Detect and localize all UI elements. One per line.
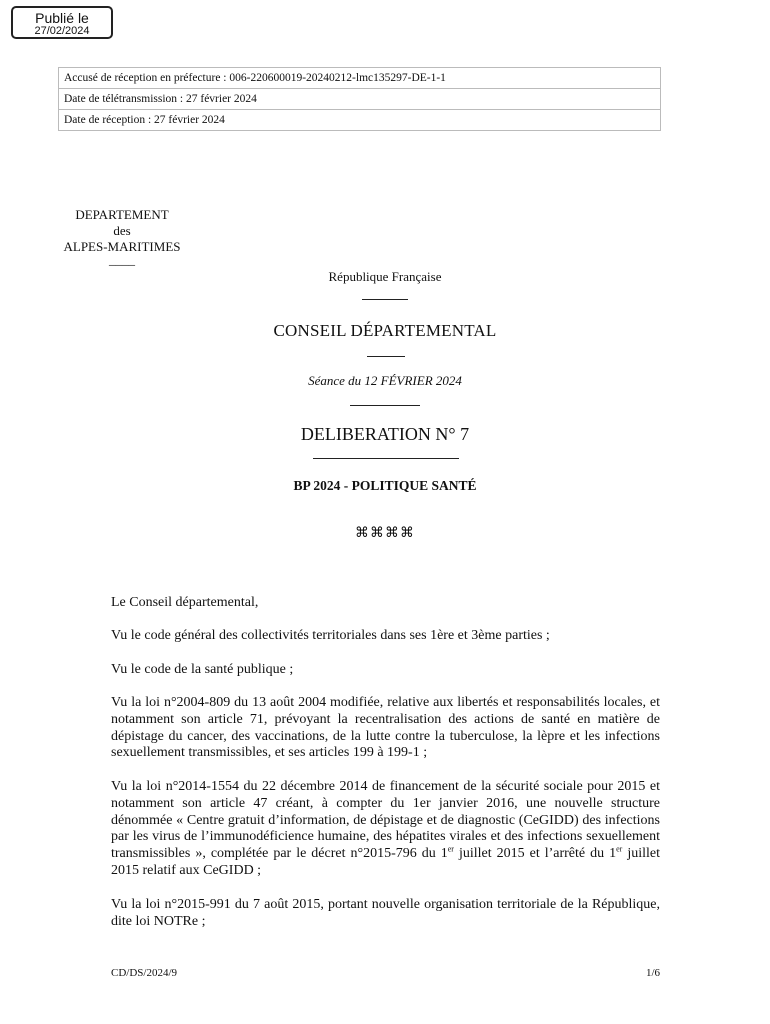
- receipt-reception-date: Date de réception : 27 février 2024: [59, 110, 661, 131]
- paragraph-text: Vu la loi n°2014-1554 du 22 décembre 2014 de financement de la sécurité sociale pour 2015 et notamment son article 47 créant, à compter du 1er janvier 2016, une nouvelle structure dénommée « Centre gratuit d’information, de dépistage et de diagnostic (CeGIDD) des infections par les virus de l’immunodéficience humaine, des hépatites virales et des infections sexuellement transmissibles », complétée par le décret n°2015-796 du 1: [111, 779, 660, 862]
- document-reference: CD/DS/2024/9: [111, 967, 178, 979]
- receipt-transmission-date: Date de télétransmission : 27 février 2024: [59, 89, 661, 110]
- republique-heading: République Française: [328, 269, 442, 284]
- superscript: er: [616, 844, 623, 854]
- session-date: Séance du 12 FÉVRIER 2024: [308, 373, 462, 388]
- paragraph-text: juillet 2015 et l’arrêté du 1: [453, 846, 617, 862]
- table-row: [59, 89, 661, 110]
- paragraph-text: juillet 2015 relatif aux CeGIDD ;: [111, 846, 660, 878]
- paragraph: Vu la loi n°2004-809 du 13 août 2004 modifiée, relative aux libertés et responsabilités locales, et notamment son article 71, prévoyant la recentralisation des actions de santé en matière de dépistage du cancer, des vaccinations, de la lutte contre la tuberculose, la lèpre et les infections sexuellement transmissibles, et ses articles 199 à 199-1 ;: [111, 695, 660, 761]
- superscript: er: [447, 844, 454, 854]
- paragraph: Vu la loi n°2015-991 du 7 août 2015, portant nouvelle organisation territoriale de la République, dite loi NOTRe ;: [111, 897, 660, 929]
- paragraph: Vu le code de la santé publique ;: [111, 662, 294, 677]
- department-line: ALPES-MARITIMES: [63, 239, 181, 254]
- paragraph: Vu le code général des collectivités territoriales dans ses 1ère et 3ème parties ;: [111, 628, 550, 643]
- published-stamp: [11, 6, 113, 39]
- divider: [367, 356, 405, 357]
- divider: [362, 299, 408, 300]
- council-heading: CONSEIL DÉPARTEMENTAL: [273, 321, 497, 340]
- deliberation-title: DELIBERATION N° 7: [300, 424, 470, 444]
- deliberation-subject: BP 2024 - POLITIQUE SANTÉ: [293, 478, 477, 493]
- ornament: ⌘⌘⌘⌘: [355, 526, 415, 541]
- receipt-acknowledgement: Accusé de réception en préfecture : 006-220600019-20240212-lmc135297-DE-1-1: [59, 68, 661, 89]
- paragraph: Le Conseil départemental,: [111, 595, 259, 610]
- paragraph: [111, 779, 660, 880]
- page-number: 1/6: [645, 967, 660, 979]
- stamp-label: Publié le: [35, 10, 89, 26]
- receipt-table: [58, 67, 661, 131]
- department-rule: ____: [109, 252, 135, 267]
- department-line: DEPARTEMENT: [75, 207, 169, 222]
- department-line: des: [113, 223, 131, 238]
- department-block: [52, 207, 192, 265]
- divider: [350, 405, 420, 406]
- divider: [313, 458, 459, 459]
- table-row: [59, 68, 661, 89]
- table-row: [59, 110, 661, 131]
- stamp-date: 27/02/2024: [34, 25, 90, 37]
